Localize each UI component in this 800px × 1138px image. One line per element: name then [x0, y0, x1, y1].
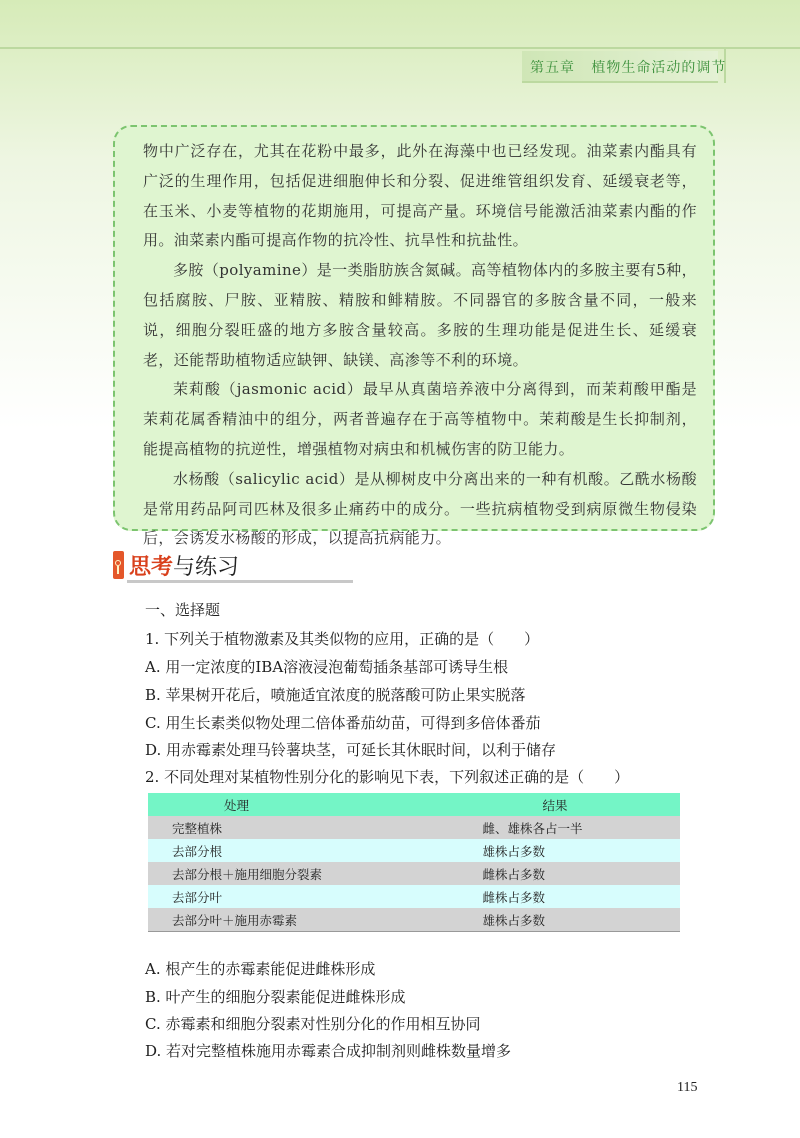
table-cell: 雄株占多数 — [451, 839, 681, 862]
table-cell: 雌、雄株各占一半 — [451, 816, 681, 839]
table-row — [148, 816, 680, 839]
table-header-result: 结果 — [451, 793, 681, 816]
table-cell: 去部分根 — [148, 839, 451, 862]
table-cell: 雌株占多数 — [451, 885, 681, 908]
treatment-table — [148, 793, 680, 932]
section-title-rest: 与练习 — [173, 555, 240, 580]
question-1-stem: 1. 下列关于植物激素及其类似物的应用，正确的是（ ） — [145, 630, 540, 648]
table-header-treatment: 处理 — [148, 793, 451, 816]
info-paragraph: 多胺（polyamine）是一类脂肪族含氮碱。高等植物体内的多胺主要有5种，包括腐胺、尸胺、亚精胺、精胺和鲱精胺。不同器官的多胺含量不同，一般来说，细胞分裂旺盛的地方多胺含量较高。多胺的生理功能是促进生长、延缓衰老，还能帮助植物适应缺钾、缺镁、高渗等不利的环境。 — [143, 261, 697, 369]
table-row — [148, 885, 680, 908]
table-cell: 完整植株 — [148, 816, 451, 839]
question-1-option-d: D. 用赤霉素处理马铃薯块茎，可延长其休眠时间，以利于储存 — [145, 741, 557, 759]
table-cell: 去部分叶＋施用赤霉素 — [148, 908, 451, 932]
question-2-option-d: D. 若对完整植株施用赤霉素合成抑制剂则雌株数量增多 — [145, 1042, 512, 1060]
question-2-option-b: B. 叶产生的细胞分裂素能促进雌株形成 — [145, 988, 406, 1006]
question-2-stem: 2. 不同处理对某植物性别分化的影响见下表，下列叙述正确的是（ ） — [145, 768, 630, 786]
exercise-heading: 一、选择题 — [145, 601, 221, 619]
table-row — [148, 839, 680, 862]
chapter-title: 植物生命活动的调节 — [591, 60, 727, 76]
question-2-option-c: C. 赤霉素和细胞分裂素对性别分化的作用相互协同 — [145, 1015, 481, 1033]
question-1-option-c: C. 用生长素类似物处理二倍体番茄幼苗，可得到多倍体番茄 — [145, 714, 541, 732]
table-row — [148, 908, 680, 932]
info-paragraph: 茉莉酸（jasmonic acid）最早从真菌培养液中分离得到，而茉莉酸甲酯是茉莉花属香精油中的组分，两者普遍存在于高等植物中。茉莉酸是生长抑制剂，能提高植物的抗逆性，增强植物对病虫和机械伤害的防卫能力。 — [143, 380, 697, 458]
question-2-option-a: A. 根产生的赤霉素能促进雌株形成 — [145, 960, 376, 978]
section-underline — [127, 580, 353, 583]
table-cell: 雄株占多数 — [451, 908, 681, 932]
page-number: 115 — [677, 1080, 698, 1095]
info-paragraph: 物中广泛存在，尤其在花粉中最多，此外在海藻中也已经发现。油菜素内酯具有广泛的生理作用，包括促进细胞伸长和分裂、促进维管组织发育、延缓衰老等，在玉米、小麦等植物的花期施用，可提高产量。环境信号能激活油菜素内酯的作用。油菜素内酯可提高作物的抗冷性、抗旱性和抗盐性。 — [143, 142, 697, 250]
chapter-header — [530, 57, 726, 77]
section-title — [129, 550, 239, 581]
chapter-number: 第五章 — [530, 60, 575, 76]
bookmark-icon — [113, 551, 124, 579]
header-rule — [0, 47, 800, 49]
question-1-option-a: A. 用一定浓度的IBA溶液浸泡葡萄插条基部可诱导生根 — [145, 658, 509, 676]
table-cell: 去部分根＋施用细胞分裂素 — [148, 862, 451, 885]
table-header-row — [148, 793, 680, 816]
info-paragraph: 水杨酸（salicylic acid）是从柳树皮中分离出来的一种有机酸。乙酰水杨酸是常用药品阿司匹林及很多止痛药中的成分。一些抗病植物受到病原微生物侵染后，会诱发水杨酸的形成，以提高抗病能力。 — [143, 469, 697, 548]
section-title-highlight: 思考 — [129, 555, 174, 580]
table-row — [148, 862, 680, 885]
info-box — [113, 125, 715, 548]
table-cell: 去部分叶 — [148, 885, 451, 908]
section-heading — [113, 548, 253, 584]
table-cell: 雌株占多数 — [451, 862, 681, 885]
question-1-option-b: B. 苹果树开花后，喷施适宜浓度的脱落酸可防止果实脱落 — [145, 686, 526, 704]
